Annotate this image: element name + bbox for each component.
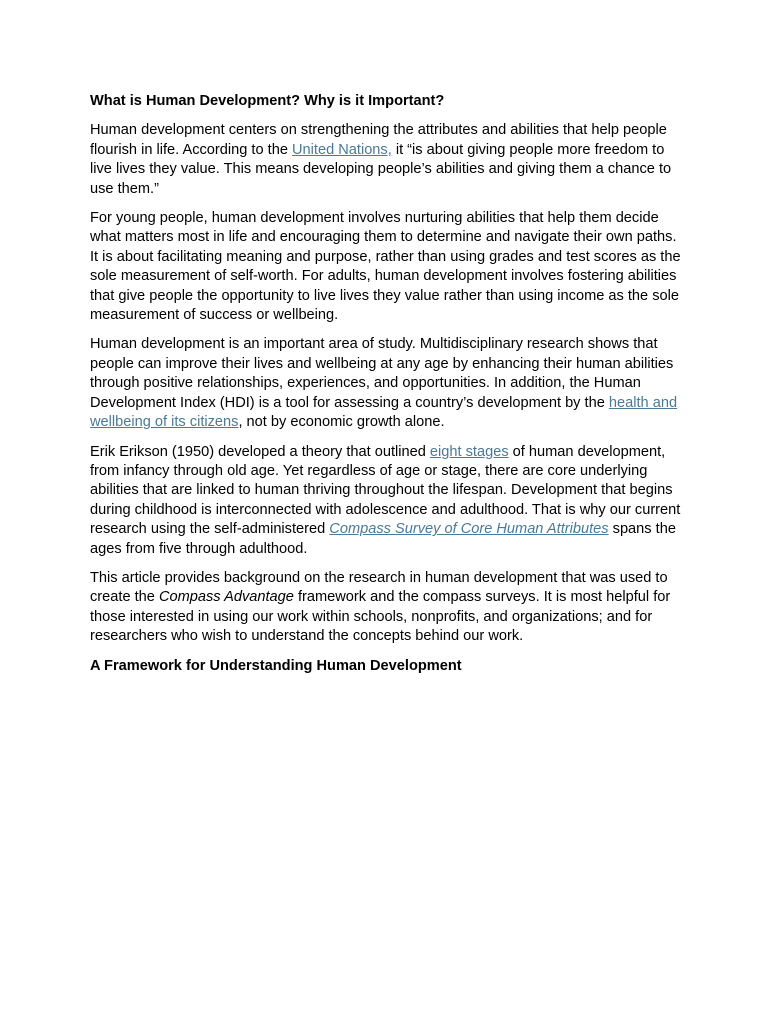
paragraph-erikson	[90, 443, 682, 559]
paragraph-young-people: For young people, human development involves nurturing abilities that help them decide what matters most in life and encouraging them to determine and navigate their own paths. It is about facilitating meaning and purpose, rather than using grades and test scores as the sole measurement of self-worth. For adults, human development involves fostering abilities that give people the opportunity to live lives they value rather than using income as the sole measurement of success or wellbeing.	[90, 210, 681, 324]
paragraph-text: This article provides background on the research in human development that was used to create the	[90, 569, 668, 606]
paragraph-text: it “is about giving people more freedom to live lives they value. This means developing people’s abilities and giving them a chance to use them.”	[90, 141, 672, 197]
paragraph-article-purpose	[90, 569, 682, 647]
section-heading-what-is-human-development: What is Human Development? Why is it Important?	[90, 93, 445, 109]
paragraph-text: Human development centers on strengthening the attributes and abilities that help people flourish in life. According to the	[90, 122, 667, 158]
united-nations-link[interactable]: United Nations,	[292, 141, 392, 158]
eight-stages-link[interactable]: eight stages	[429, 443, 509, 460]
paragraph-text: , not by economic growth alone.	[238, 414, 445, 431]
paragraph-text: Erik Erikson (1950) developed a theory that outlined	[90, 443, 430, 460]
health-wellbeing-link[interactable]: health and wellbeing of its citizens	[90, 394, 678, 431]
compass-survey-link[interactable]: Compass Survey of Core Human Attributes	[329, 521, 609, 538]
paragraph-intro	[90, 121, 682, 199]
paragraph-text: of human development, from infancy through old age. Yet regardless of age or stage, there are core underlying abilities that are linked to human thriving throughout the lifespan. Development that begins during childhood is interconnected with adolescence and adulthood. That is why our current research using the self-administered	[90, 443, 681, 538]
compass-advantage-emphasis: Compass Advantage	[158, 589, 294, 606]
document-page	[90, 92, 682, 686]
section-heading-framework: A Framework for Understanding Human Development	[90, 657, 462, 674]
paragraph-text: spans the ages from five through adulthood.	[90, 521, 676, 557]
paragraph-text: framework and the compass surveys. It is most helpful for those interested in using our work within schools, nonprofits, and organizations; and for researchers who wish to understand the concepts behind our work.	[90, 589, 671, 645]
paragraph-importance	[90, 335, 682, 432]
paragraph-text: Human development is an important area of study. Multidisciplinary research shows that people can improve their lives and wellbeing at any age by enhancing their human abilities through positive relationships, experiences, and opportunities. In addition, the Human Development Index (HDI) is a tool for assessing a country’s development by the	[90, 336, 674, 411]
